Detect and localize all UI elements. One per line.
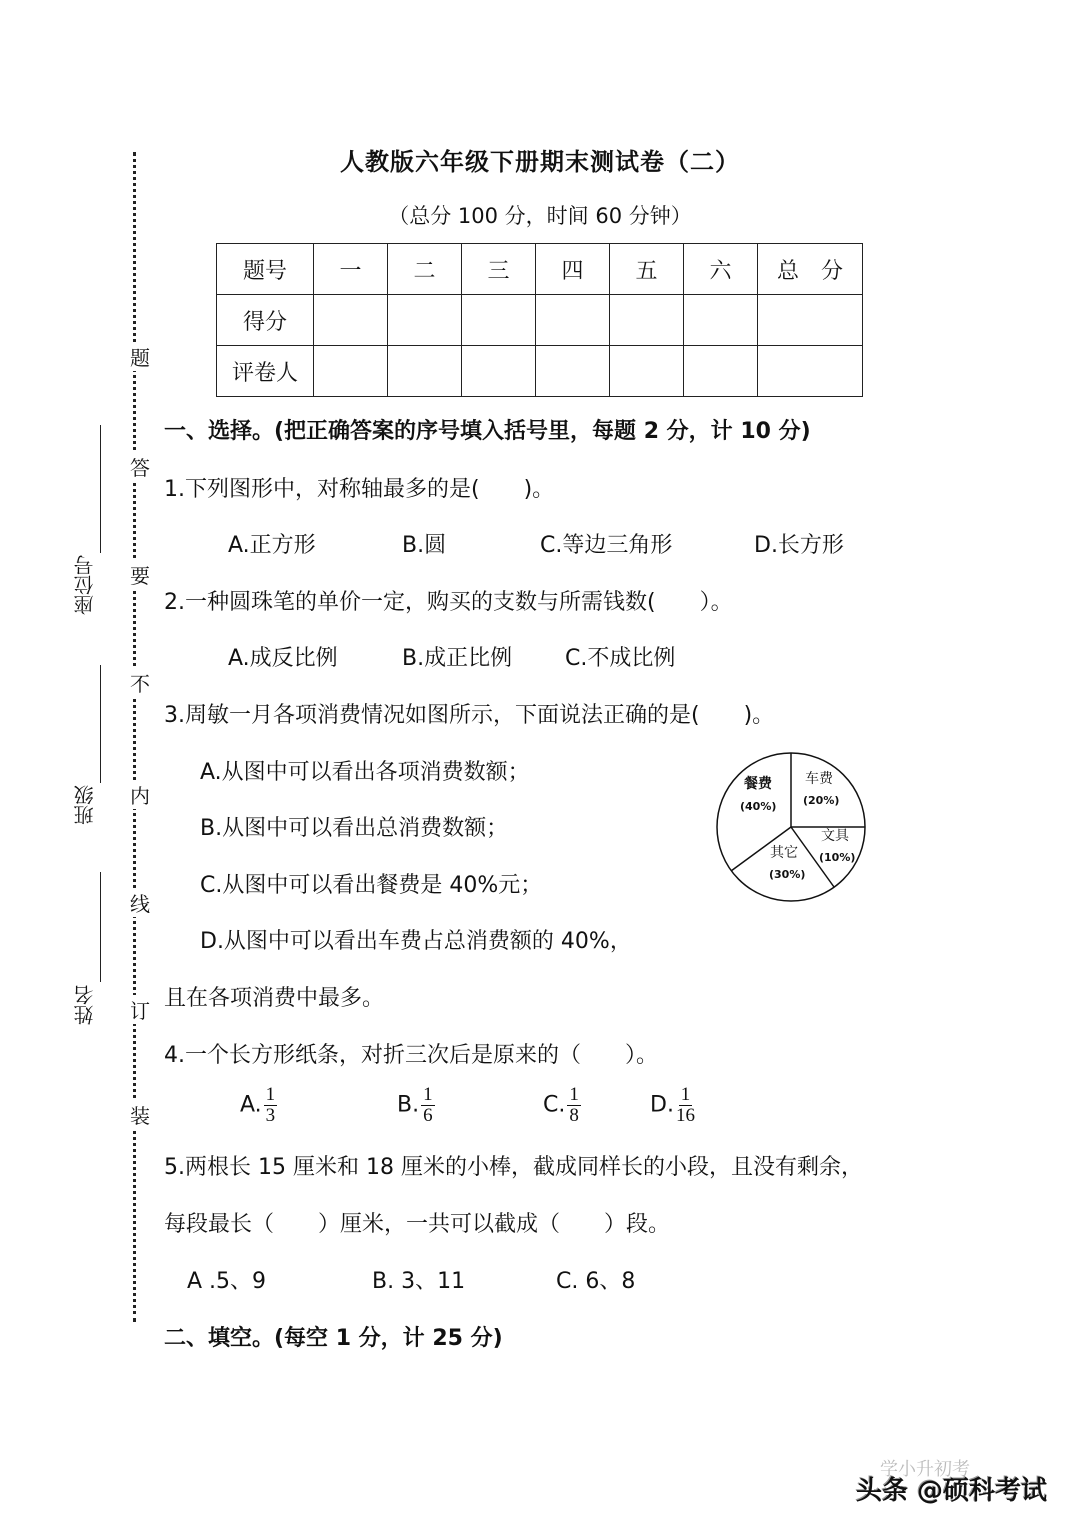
grader-cell[interactable] [388, 346, 462, 397]
class-label: 班级 [73, 785, 97, 825]
section-heading: 二、填空。(每空 1 分，计 25 分) [164, 1326, 503, 1351]
margin-char: 题 [127, 342, 153, 371]
score-cell[interactable] [610, 295, 684, 346]
score-cell[interactable] [462, 295, 536, 346]
seat-number-label: 座位号 [73, 555, 97, 615]
pie-pct: (10%) [819, 851, 856, 864]
option: C.等边三角形 [540, 533, 673, 558]
option: C. $\frac{1}{8}$ [543, 1084, 579, 1126]
score-cell[interactable] [388, 295, 462, 346]
fraction: $\frac{1}{16}$ [675, 1084, 695, 1126]
table-cell: 四 [536, 244, 610, 295]
page-subtitle: （总分 100 分，时间 60 分钟） [388, 204, 692, 228]
table-row [217, 295, 863, 346]
option: D.从图中可以看出车费占总消费额的 40%， [200, 929, 632, 954]
option: B.圆 [402, 533, 447, 558]
fraction: $\frac{1}{6}$ [423, 1084, 433, 1126]
score-cell[interactable] [314, 295, 388, 346]
table-cell: 五 [610, 244, 684, 295]
option: A.正方形 [228, 533, 316, 558]
watermark: 头条 @硕科考试 [856, 1476, 1048, 1506]
score-table [216, 243, 863, 397]
pie-label: 其它 [770, 845, 798, 861]
grader-cell[interactable] [314, 346, 388, 397]
watermark-faint: 学小升初考 [880, 1459, 970, 1480]
table-cell: 三 [462, 244, 536, 295]
fraction: $\frac{1}{8}$ [569, 1084, 579, 1126]
option: A.从图中可以看出各项消费数额； [200, 760, 530, 785]
page-title: 人教版六年级下册期末测试卷（二） [340, 148, 740, 176]
option: D. $\frac{1}{16}$ [650, 1084, 695, 1126]
table-cell: 六 [684, 244, 758, 295]
pie-label: 车费 [805, 771, 833, 787]
score-cell[interactable] [684, 295, 758, 346]
margin-char: 不 [127, 668, 153, 697]
margin-char: 内 [127, 780, 153, 809]
table-row [217, 244, 863, 295]
fraction: $\frac{1}{3}$ [265, 1084, 276, 1126]
option: A .5、9 [187, 1269, 267, 1294]
option: B. 3、11 [372, 1269, 466, 1294]
question-1: 1.下列图形中，对称轴最多的是( )。 [164, 477, 555, 502]
table-cell: 题号 [217, 244, 314, 295]
option: C. 6、8 [556, 1269, 636, 1294]
pie-label: 文具 [821, 828, 849, 844]
table-cell: 总 分 [758, 244, 863, 295]
question-5-line2: 每段最长（ ）厘米，一共可以截成（ ）段。 [164, 1212, 671, 1237]
grader-cell[interactable] [462, 346, 536, 397]
name-label: 姓名 [73, 985, 97, 1025]
margin-char: 线 [127, 888, 153, 917]
class-field[interactable] [100, 665, 101, 783]
table-cell: 一 [314, 244, 388, 295]
option: B. $\frac{1}{6}$ [397, 1084, 433, 1126]
table-row [217, 346, 863, 397]
pie-pct: (40%) [740, 800, 777, 813]
section-heading: 一、选择。(把正确答案的序号填入括号里，每题 2 分，计 10 分) [164, 419, 811, 444]
margin-char: 订 [127, 995, 153, 1024]
grader-cell[interactable] [610, 346, 684, 397]
option: A. $\frac{1}{3}$ [240, 1084, 276, 1126]
binding-dotted-line [133, 152, 136, 1322]
name-field[interactable] [100, 872, 101, 982]
option: D.长方形 [754, 533, 844, 558]
margin-char: 装 [127, 1100, 153, 1129]
table-cell: 二 [388, 244, 462, 295]
grader-cell[interactable] [684, 346, 758, 397]
question-4: 4.一个长方形纸条，对折三次后是原来的（ ）。 [164, 1043, 658, 1068]
question-continuation: 且在各项消费中最多。 [164, 986, 385, 1011]
score-cell[interactable] [536, 295, 610, 346]
question-5: 5.两根长 15 厘米和 18 厘米的小棒，截成同样长的小段，且没有剩余， [164, 1155, 863, 1180]
margin-char: 答 [127, 452, 153, 481]
pie-pct: (20%) [803, 794, 840, 807]
question-3: 3.周敏一月各项消费情况如图所示，下面说法正确的是( )。 [164, 703, 775, 728]
option: A.成反比例 [228, 646, 338, 671]
option: C.从图中可以看出餐费是 40%元； [200, 873, 543, 898]
pie-label: 餐费 [744, 776, 772, 792]
table-cell: 评卷人 [217, 346, 314, 397]
seat-number-field[interactable] [100, 425, 101, 553]
table-cell: 得分 [217, 295, 314, 346]
margin-char: 要 [127, 560, 153, 589]
grader-cell[interactable] [536, 346, 610, 397]
option: B.从图中可以看出总消费数额； [200, 816, 509, 841]
pie-pct: (30%) [769, 868, 806, 881]
option: C.不成比例 [565, 646, 676, 671]
option: B.成正比例 [402, 646, 513, 671]
grader-cell[interactable] [758, 346, 863, 397]
score-cell[interactable] [758, 295, 863, 346]
question-2: 2.一种圆珠笔的单价一定，购买的支数与所需钱数( ）。 [164, 590, 733, 615]
